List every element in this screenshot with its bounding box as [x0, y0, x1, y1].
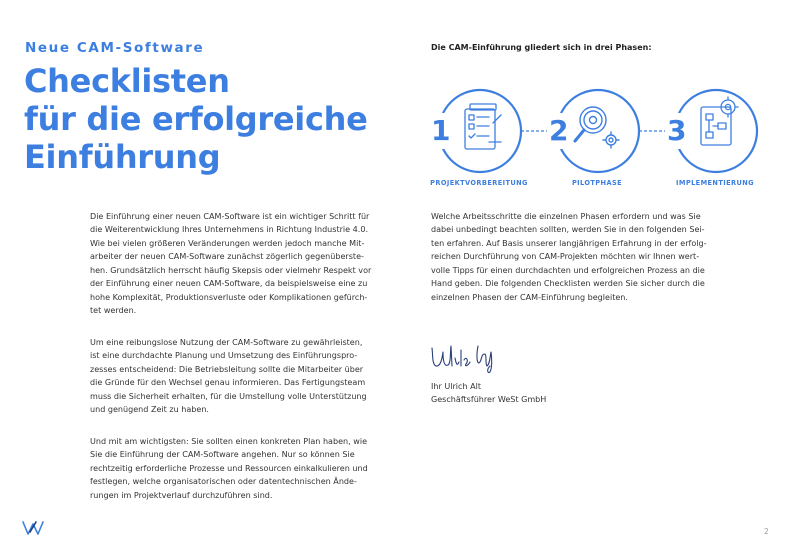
text-line: rungen im Projektverlauf durchzuführen sind. [90, 490, 273, 500]
phase-2-label: PILOTPHASE [571, 179, 623, 187]
text-line: ist eine durchdachte Planung und Umsetzung des Einführungspro- [90, 351, 358, 361]
text-line: reichen Durchführung von CAM-Projekten möchten wir Ihnen wert- [431, 252, 700, 262]
text-line: festlegen, welche organisatorischen oder datentechnischen Ände- [90, 477, 357, 487]
text-line: volle Tipps für einen durchdachten und erfolgreichen Prozess an die [431, 265, 705, 275]
text-line: Sie die Einführung der CAM-Software angehen. Nur so können Sie [90, 450, 355, 460]
text-line: zesses entscheidend: Die Betriebsleitung sollte die Mitarbeiter über [90, 364, 364, 374]
title-line-3: Einführung [24, 138, 221, 176]
signature-name: Ihr Ulrich Alt [431, 382, 481, 391]
text-line: hohe Komplexität, Produktionsverluste oder Komplikationen gefürch- [90, 292, 368, 302]
phase-3-label: IMPLEMENTIERUNG [676, 179, 754, 187]
phase-2-number: 2 [549, 114, 569, 147]
text-line: Wie bei vielen größeren Veränderungen werden jedoch manche Mit- [90, 238, 365, 248]
text-line: Um eine reibungslose Nutzung der CAM-Software zu gewährleisten, [90, 338, 363, 347]
text-line: Hand geben. Die folgenden Checklisten werden Sie sicher durch die [431, 279, 705, 289]
signature-block [431, 380, 546, 407]
signature-role: Geschäftsführer WeSt GmbH [431, 395, 547, 405]
paragraph-2 [90, 336, 375, 417]
text-line: einzelnen Phasen der CAM-Einführung begleiten. [431, 292, 628, 302]
west-logo-icon [22, 520, 44, 536]
text-line: der Einführung einer neuen CAM-Software, da beispielsweise eine zu [90, 279, 368, 289]
paragraph-3 [90, 435, 375, 502]
phases-description [431, 210, 731, 304]
text-line: dabei unbedingt beachten sollten, werden Sie in den folgenden Sei- [431, 225, 705, 235]
plan-paragraph [90, 435, 375, 502]
section-kicker: Neue CAM-Software [25, 40, 205, 56]
page-title [24, 62, 384, 176]
text-line: tet werden. [90, 306, 137, 316]
phases-diagram [425, 85, 775, 180]
title-line-1: Checklisten [24, 62, 230, 100]
flowchart-gear-icon [701, 97, 738, 145]
text-line: und genügend Zeit zu haben. [90, 405, 209, 415]
text-line: arbeiter der neuen CAM-Software zunächst zögerlich gegenüberste- [90, 252, 364, 262]
signature-image [428, 340, 508, 374]
text-line: rechtzeitig erforderliche Prozesse und Ressourcen einkalkulieren und [90, 463, 368, 473]
text-line: ten erfahren. Auf Basis unserer langjährigen Erfahrung in der erfolg- [431, 238, 707, 248]
paragraph-right [431, 210, 731, 304]
phase-3-number: 3 [667, 114, 687, 147]
text-line: muss die Sicherheit erhalten, für die Umstellung volle Unterstützung [90, 391, 367, 401]
intro-paragraph [90, 210, 375, 318]
text-line: die Gründe für den Wechsel genau informieren. Das Fertigungsteam [90, 378, 366, 388]
phases-heading: Die CAM-Einführung gliedert sich in drei Phasen: [431, 43, 652, 52]
planning-paragraph [90, 336, 375, 417]
phase-1-number: 1 [431, 114, 451, 147]
text-line: die Weiterentwicklung Ihres Unternehmens in Richtung Industrie 4.0. [90, 225, 369, 235]
text-line: Die Einführung einer neuen CAM-Software ist ein wichtiger Schritt für [90, 212, 370, 221]
text-line: Und mit am wichtigsten: Sie sollten einen konkreten Plan haben, wie [90, 437, 368, 446]
phase-1-label: PROJEKTVORBEREITUNG [430, 179, 528, 187]
page-number: 2 [764, 527, 769, 536]
text-line: Welche Arbeitsschritte die einzelnen Phasen erfordern und was Sie [431, 212, 701, 221]
magnifier-gear-icon [575, 107, 619, 148]
title-line-2: für die erfolgreiche [24, 100, 368, 138]
text-line: hen. Grundsätzlich herrscht häufig Skepsis oder vielmehr Respekt vor [90, 265, 372, 275]
checklist-icon [465, 104, 501, 149]
paragraph-1 [90, 210, 375, 318]
